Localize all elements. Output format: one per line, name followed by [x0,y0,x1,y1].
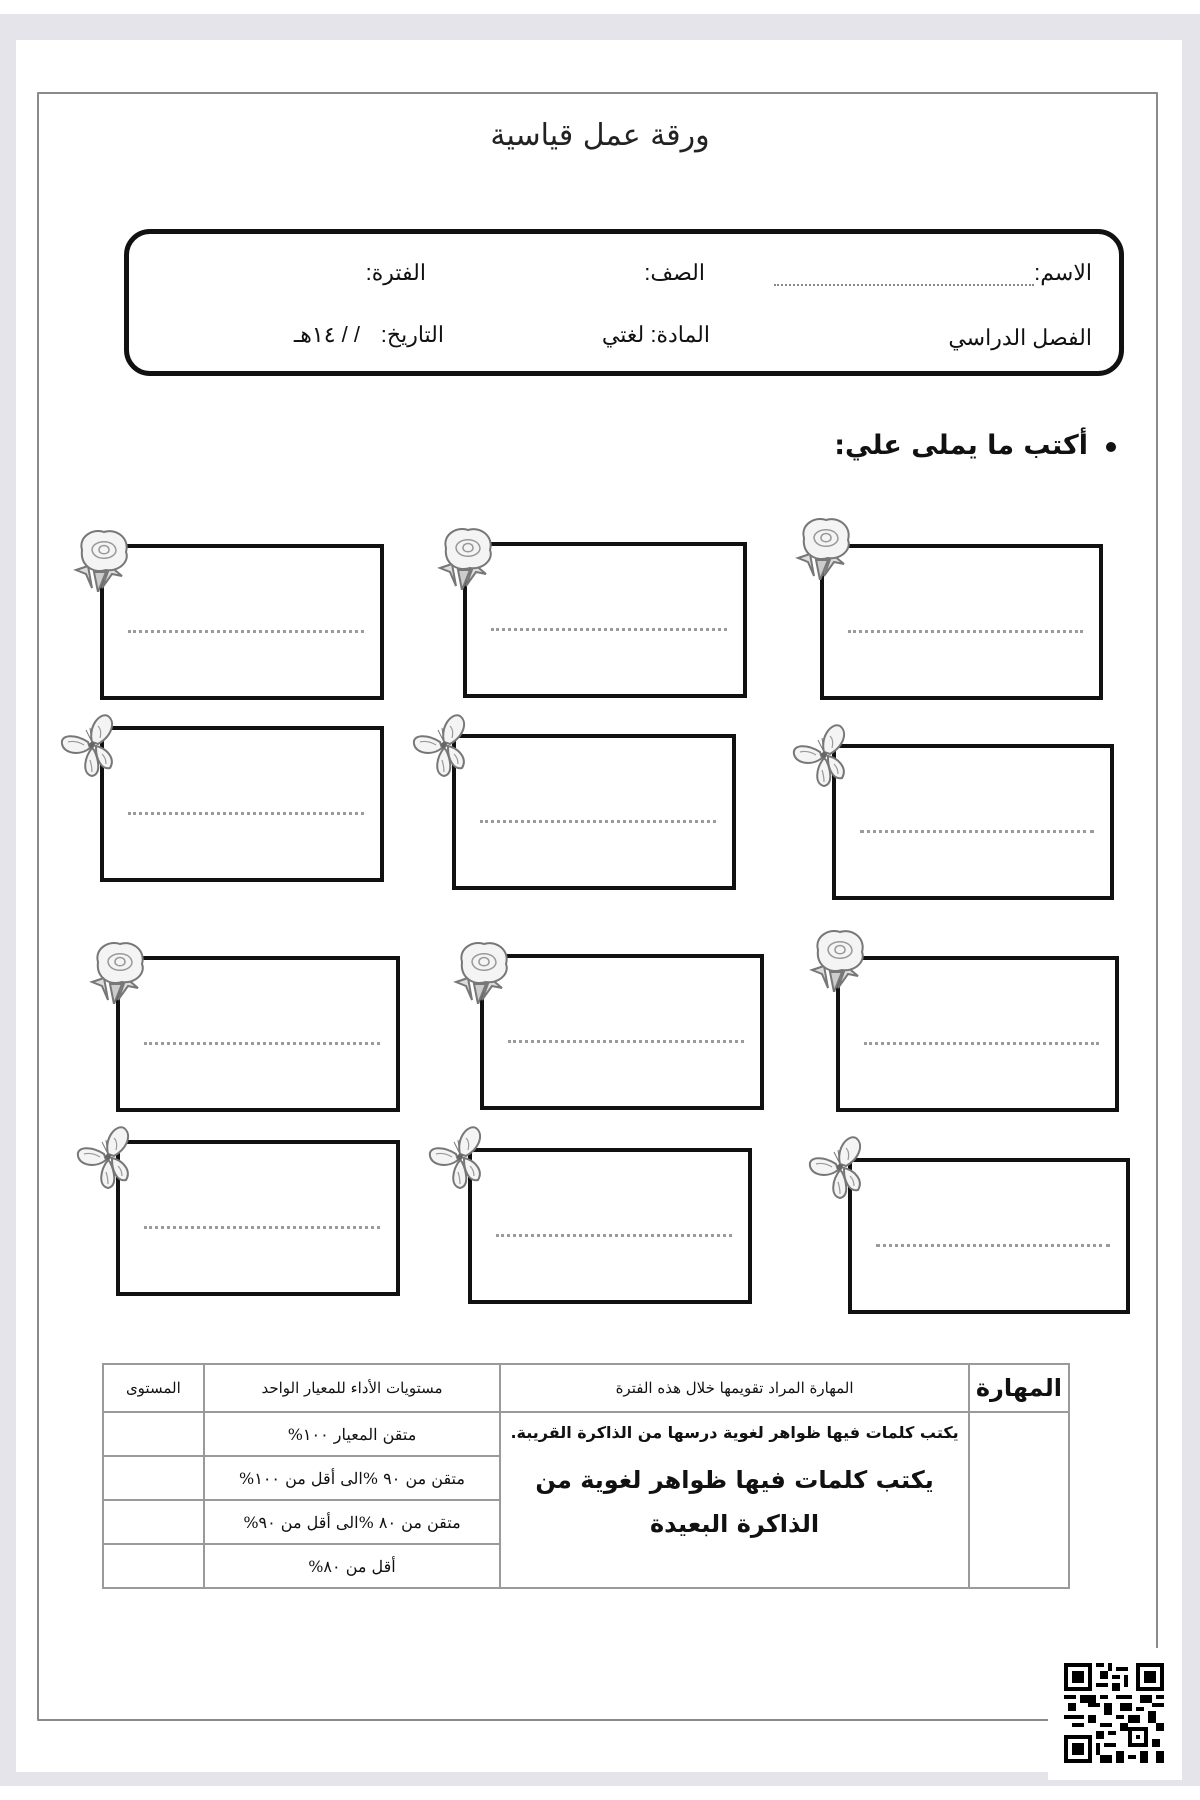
butterfly-icon [74,1124,140,1190]
writing-box-10[interactable] [116,1140,400,1296]
name-field[interactable] [774,260,1092,286]
rose-icon [808,926,874,992]
rose-icon [452,938,518,1004]
writing-box-7[interactable] [116,956,400,1112]
student-info-box [124,229,1124,376]
header-skill: المهارة [969,1364,1069,1412]
skill-description-cell [500,1412,969,1588]
name-label: الاسم: [1034,260,1092,285]
writing-line[interactable] [860,830,1094,833]
writing-line[interactable] [128,812,364,815]
header-skill-to-assess: المهارة المراد تقويمها خلال هذه الفترة [500,1364,969,1412]
level-descriptor: متقن من ٨٠ %الى أقل من ٩٠% [204,1500,501,1544]
writing-box-3[interactable] [820,544,1103,700]
writing-box-9[interactable] [836,956,1119,1112]
header-level: المستوى [103,1364,204,1412]
date-label: التاريخ: [380,322,444,347]
instruction-text: أكتب ما يملى علي: [834,430,1088,461]
level-descriptor: أقل من ٨٠% [204,1544,501,1588]
writing-box-5[interactable] [452,734,736,890]
table-header-row [103,1364,1069,1412]
writing-box-12[interactable] [848,1158,1130,1314]
level-descriptor: متقن المعيار ١٠٠% [204,1412,501,1456]
dictation-instruction [834,430,1116,461]
writing-box-8[interactable] [480,954,764,1110]
period-label: الفترة: [365,260,426,285]
skill-far-memory: يكتب كلمات فيها ظواهر لغوية من الذاكرة البعيدة [535,1466,934,1538]
qr-code-container [1048,1648,1182,1780]
qr-code-icon [1064,1663,1164,1763]
writing-line[interactable] [508,1040,744,1043]
writing-line[interactable] [480,820,716,823]
writing-line[interactable] [144,1226,380,1229]
worksheet-title: ورقة عمل قياسية [490,118,710,153]
writing-line[interactable] [128,630,364,633]
subject-label: المادة: لغتي [601,322,710,347]
semester-label: الفصل الدراسي [948,325,1092,350]
date-value: / / ١٤هـ [293,322,360,347]
table-row [103,1412,1069,1456]
rose-icon [72,526,138,592]
writing-line[interactable] [496,1234,732,1237]
butterfly-icon [410,712,476,778]
butterfly-icon [790,722,856,788]
writing-box-2[interactable] [463,542,747,698]
writing-line[interactable] [144,1042,380,1045]
level-score-cell[interactable] [103,1412,204,1456]
header-performance-levels: مستويات الأداء للمعيار الواحد [204,1364,501,1412]
butterfly-icon [58,712,124,778]
writing-box-11[interactable] [468,1148,752,1304]
level-descriptor: متقن من ٩٠ %الى أقل من ١٠٠% [204,1456,501,1500]
name-dotted-line[interactable] [774,284,1034,286]
skill-cell-empty [969,1412,1069,1588]
assessment-rubric-table [102,1363,1070,1589]
rose-icon [436,524,502,590]
skill-near-memory: يكتب كلمات فيها ظواهر لغوية درسها من الذاكرة القريبة. [510,1423,959,1442]
writing-box-1[interactable] [100,544,384,700]
bullet-icon [1106,442,1116,452]
butterfly-icon [426,1124,492,1190]
butterfly-icon [806,1134,872,1200]
writing-box-4[interactable] [100,726,384,882]
writing-line[interactable] [876,1244,1110,1247]
level-score-cell[interactable] [103,1456,204,1500]
writing-line[interactable] [864,1042,1099,1045]
rose-icon [88,938,154,1004]
level-score-cell[interactable] [103,1500,204,1544]
writing-box-6[interactable] [832,744,1114,900]
writing-line[interactable] [491,628,727,631]
writing-line[interactable] [848,630,1083,633]
level-score-cell[interactable] [103,1544,204,1588]
class-label: الصف: [644,260,705,285]
rose-icon [794,514,860,580]
